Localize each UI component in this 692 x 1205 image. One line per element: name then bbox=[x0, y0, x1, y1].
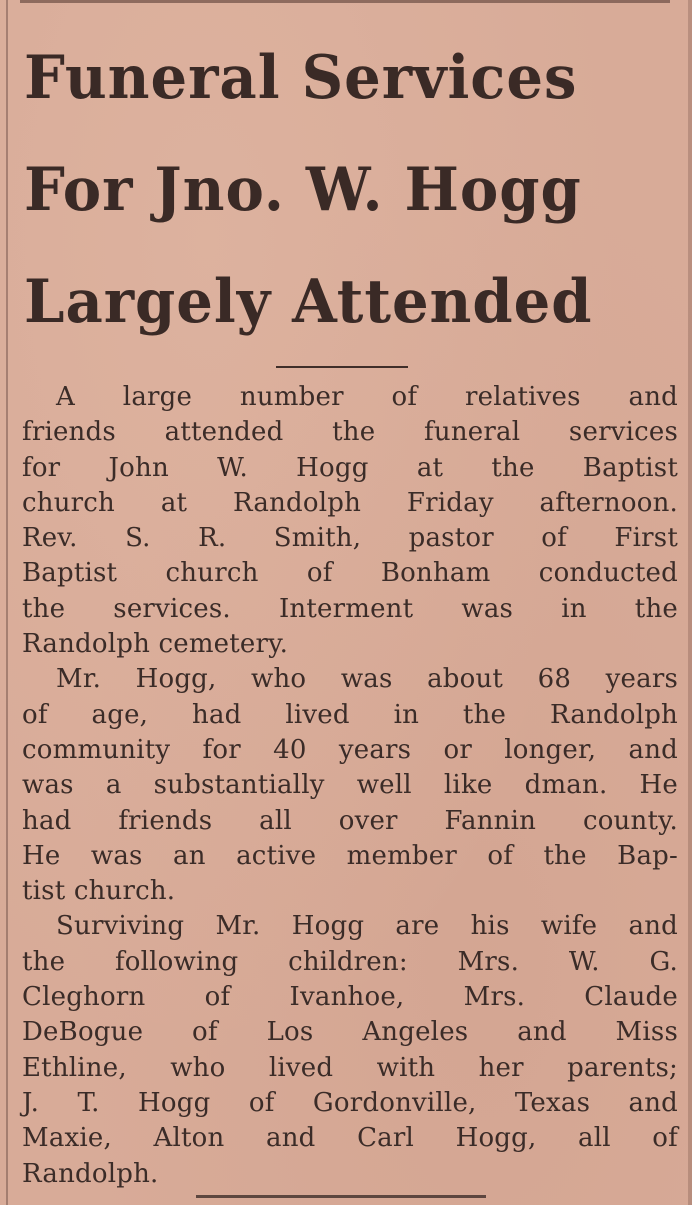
text-line: friends attended the funeral services bbox=[22, 417, 678, 448]
paragraph-biography bbox=[22, 662, 678, 909]
article-body bbox=[22, 380, 678, 1192]
article-end-rule bbox=[196, 1195, 486, 1198]
text-line: of age, had lived in the Randolph bbox=[22, 699, 678, 730]
text-line: the following children: Mrs. W. G. bbox=[22, 946, 678, 977]
text-line: Randolph. bbox=[22, 1158, 159, 1189]
text-line: tist church. bbox=[22, 876, 176, 907]
text-line: A large number of relatives and bbox=[56, 382, 678, 412]
text-line: DeBogue of Los Angeles and Miss bbox=[22, 1017, 678, 1048]
text-line: community for 40 years or longer, and bbox=[22, 734, 678, 765]
text-line: J. T. Hogg of Gordonville, Texas and bbox=[22, 1087, 678, 1118]
paragraph-services bbox=[22, 380, 678, 662]
headline-line-2: For Jno. W. Hogg bbox=[24, 155, 582, 225]
text-line: Mr. Hogg, who was about 68 years bbox=[56, 664, 678, 695]
clipping-right-edge bbox=[688, 0, 692, 1205]
text-line: Rev. S. R. Smith, pastor of First bbox=[22, 523, 678, 554]
text-line: the services. Interment was in the bbox=[22, 593, 678, 624]
text-line: He was an active member of the Bap- bbox=[22, 840, 678, 871]
headline-line-1: Funeral Services bbox=[24, 43, 578, 113]
text-line: Maxie, Alton and Carl Hogg, all of bbox=[22, 1123, 678, 1154]
text-line: Surviving Mr. Hogg are his wife and bbox=[56, 911, 678, 942]
clipping-top-rule bbox=[20, 0, 670, 3]
text-line: Randolph cemetery. bbox=[22, 629, 289, 660]
headline-line-3: Largely Attended bbox=[24, 267, 593, 337]
text-line: church at Randolph Friday afternoon. bbox=[22, 487, 678, 518]
clipping-left-edge bbox=[6, 0, 8, 1205]
text-line: had friends all over Fannin county. bbox=[22, 805, 678, 836]
headline bbox=[24, 22, 638, 358]
text-line: for John W. Hogg at the Baptist bbox=[22, 452, 678, 483]
text-line: Cleghorn of Ivanhoe, Mrs. Claude bbox=[22, 982, 678, 1013]
text-line: Baptist church of Bonham conducted bbox=[22, 558, 678, 589]
text-line: Ethline, who lived with her parents; bbox=[22, 1052, 678, 1083]
headline-divider bbox=[276, 366, 408, 368]
paragraph-survivors bbox=[22, 909, 678, 1191]
text-line: was a substantially well like dman. He bbox=[22, 770, 678, 801]
